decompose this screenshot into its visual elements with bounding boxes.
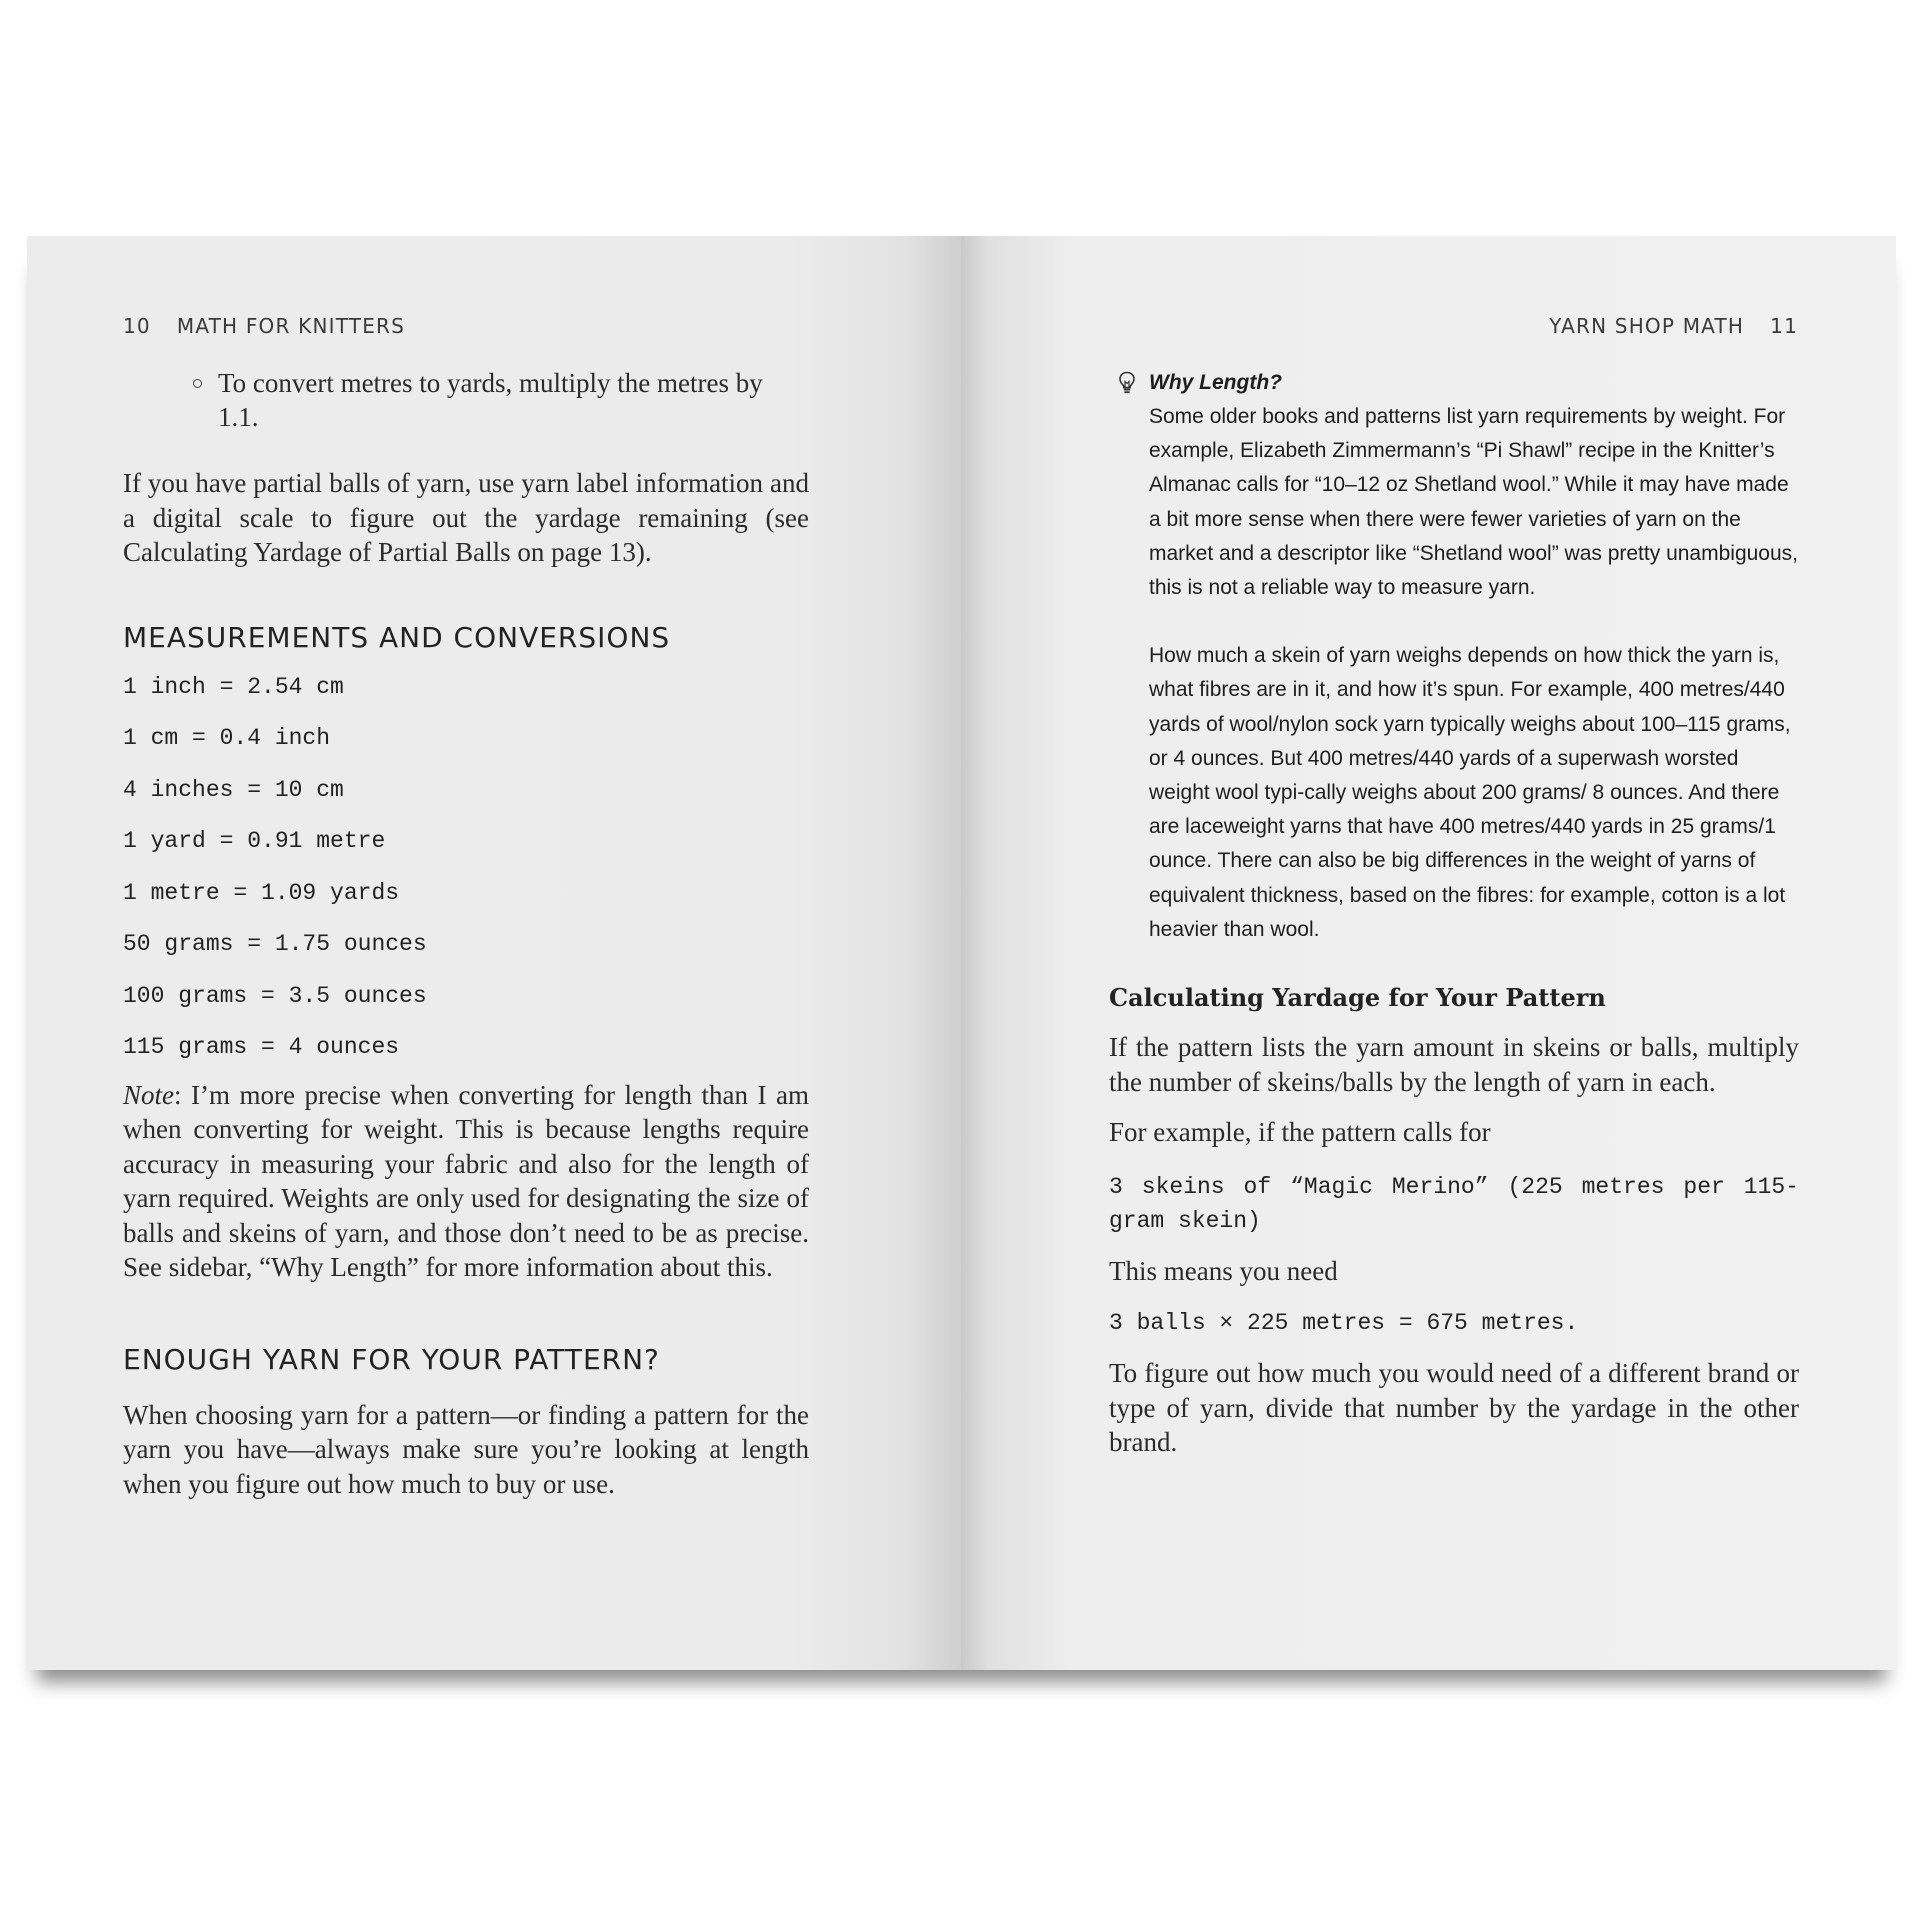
paragraph: If the pattern lists the yarn amount in skeins or balls, multiply the number of skeins/balls by the length of yarn in each. — [1109, 1032, 1799, 1097]
running-head-left — [123, 314, 405, 338]
bullet-circle-icon — [193, 379, 202, 388]
sidebar-title-text: Why Length? — [1149, 371, 1282, 394]
paragraph: For example, if the pattern calls for — [1109, 1117, 1491, 1148]
conversion-line: 100 grams = 3.5 ounces — [123, 982, 427, 1009]
paragraph-enough-yarn: When choosing yarn for a pattern—or finding a pattern for the yarn you have—always make sure you’re looking at length when you figure out how much to buy or use. — [123, 1399, 809, 1499]
note-text: : I’m more precise when converting for length than I am when converting for weight. This is because lengths require accuracy in measuring your fabric and also for the length of yarn required. Weights are only used for designating the size of balls and skeins of yarn, and those don’t need to be as precise. See sidebar, “Why Length” for more information about this. — [123, 1079, 809, 1282]
chapter-title: YARN SHOP MATH — [1549, 314, 1745, 338]
conversion-line: 1 cm = 0.4 inch — [123, 725, 331, 751]
conversion-line: 4 inches = 10 cm — [123, 776, 344, 803]
book-title: MATH FOR KNITTERS — [176, 314, 406, 338]
note-label: Note — [123, 1079, 174, 1110]
right-page-content — [1109, 366, 1799, 1460]
heading-measurements: MEASUREMENTS AND CONVERSIONS — [123, 620, 671, 654]
code-example: 3 balls × 225 metres = 675 metres. — [1109, 1310, 1579, 1337]
conversion-line: 1 inch = 2.54 cm — [123, 673, 344, 700]
heading-enough-yarn: ENOUGH YARN FOR YOUR PATTERN? — [123, 1342, 660, 1376]
lightbulb-icon — [1118, 371, 1136, 395]
conversion-line: 1 yard = 0.91 metre — [123, 828, 386, 854]
sidebar-why-length — [1108, 366, 1799, 947]
running-head-right — [1549, 314, 1798, 338]
code-example: 3 skeins of “Magic Merino” (225 metres per 115-gram skein) — [1109, 1173, 1799, 1234]
paragraph: This means you need — [1109, 1255, 1338, 1286]
conversion-line: 50 grams = 1.75 ounces — [123, 931, 427, 957]
sidebar-paragraph: How much a skein of yarn weighs depends on how thick the yarn is, what fibres are in it, and how it’s spun. For example, 400 metres/440 yards of wool/nylon sock yarn typically weighs about 100–115 grams, or 4 ounces. But 400 metres/440 yards of a superwash worsted weight wool typi-cally weighs about 200 grams/ 8 ounces. And there are laceweight yarns that have 400 metres/440 yards in 25 grams/1 ounce. There can also be big differences in the weight of yarns of equivalent thickness, based on the fibres: for example, cotton is a lot heavier than wool. — [1149, 644, 1791, 941]
page-number-left: 10 — [123, 314, 151, 338]
note-paragraph — [123, 1078, 809, 1285]
open-book — [27, 236, 1896, 1670]
sidebar-paragraph: Some older books and patterns list yarn requirements by weight. For example, Elizabeth Zimmermann’s “Pi Shawl” recipe in the Knitter’s Almanac calls for “10–12 oz Shetland wool.” While it may have made a bit more sense when there were fewer varieties of yarn on the market and a descriptor like “Shetland wool” was pretty unambiguous, this is not a reliable way to measure yarn. — [1149, 405, 1798, 600]
subheading-calculating-yardage: Calculating Yardage for Your Pattern — [1109, 983, 1606, 1013]
conversion-line: 115 grams = 4 ounces — [123, 1034, 400, 1060]
page-number-right: 11 — [1770, 314, 1798, 338]
left-page — [27, 236, 961, 1670]
paragraph: To figure out how much you would need of a different brand or type of yarn, divide that number by the yardage in the other brand. — [1109, 1358, 1799, 1458]
conversion-line: 1 metre = 1.09 yards — [123, 879, 400, 906]
bullet-text: To convert metres to yards, multiply the metres by 1.1. — [218, 368, 763, 432]
conversion-list — [123, 672, 809, 1084]
left-page-content — [123, 366, 809, 1501]
paragraph-partial-balls: If you have partial balls of yarn, use yarn label information and a digital scale to figure out the yardage remaining (see Calculating Yardage of Partial Balls on page 13). — [123, 468, 809, 567]
right-page — [961, 236, 1896, 1670]
list-item — [123, 366, 763, 434]
sidebar-title — [1114, 366, 1799, 400]
